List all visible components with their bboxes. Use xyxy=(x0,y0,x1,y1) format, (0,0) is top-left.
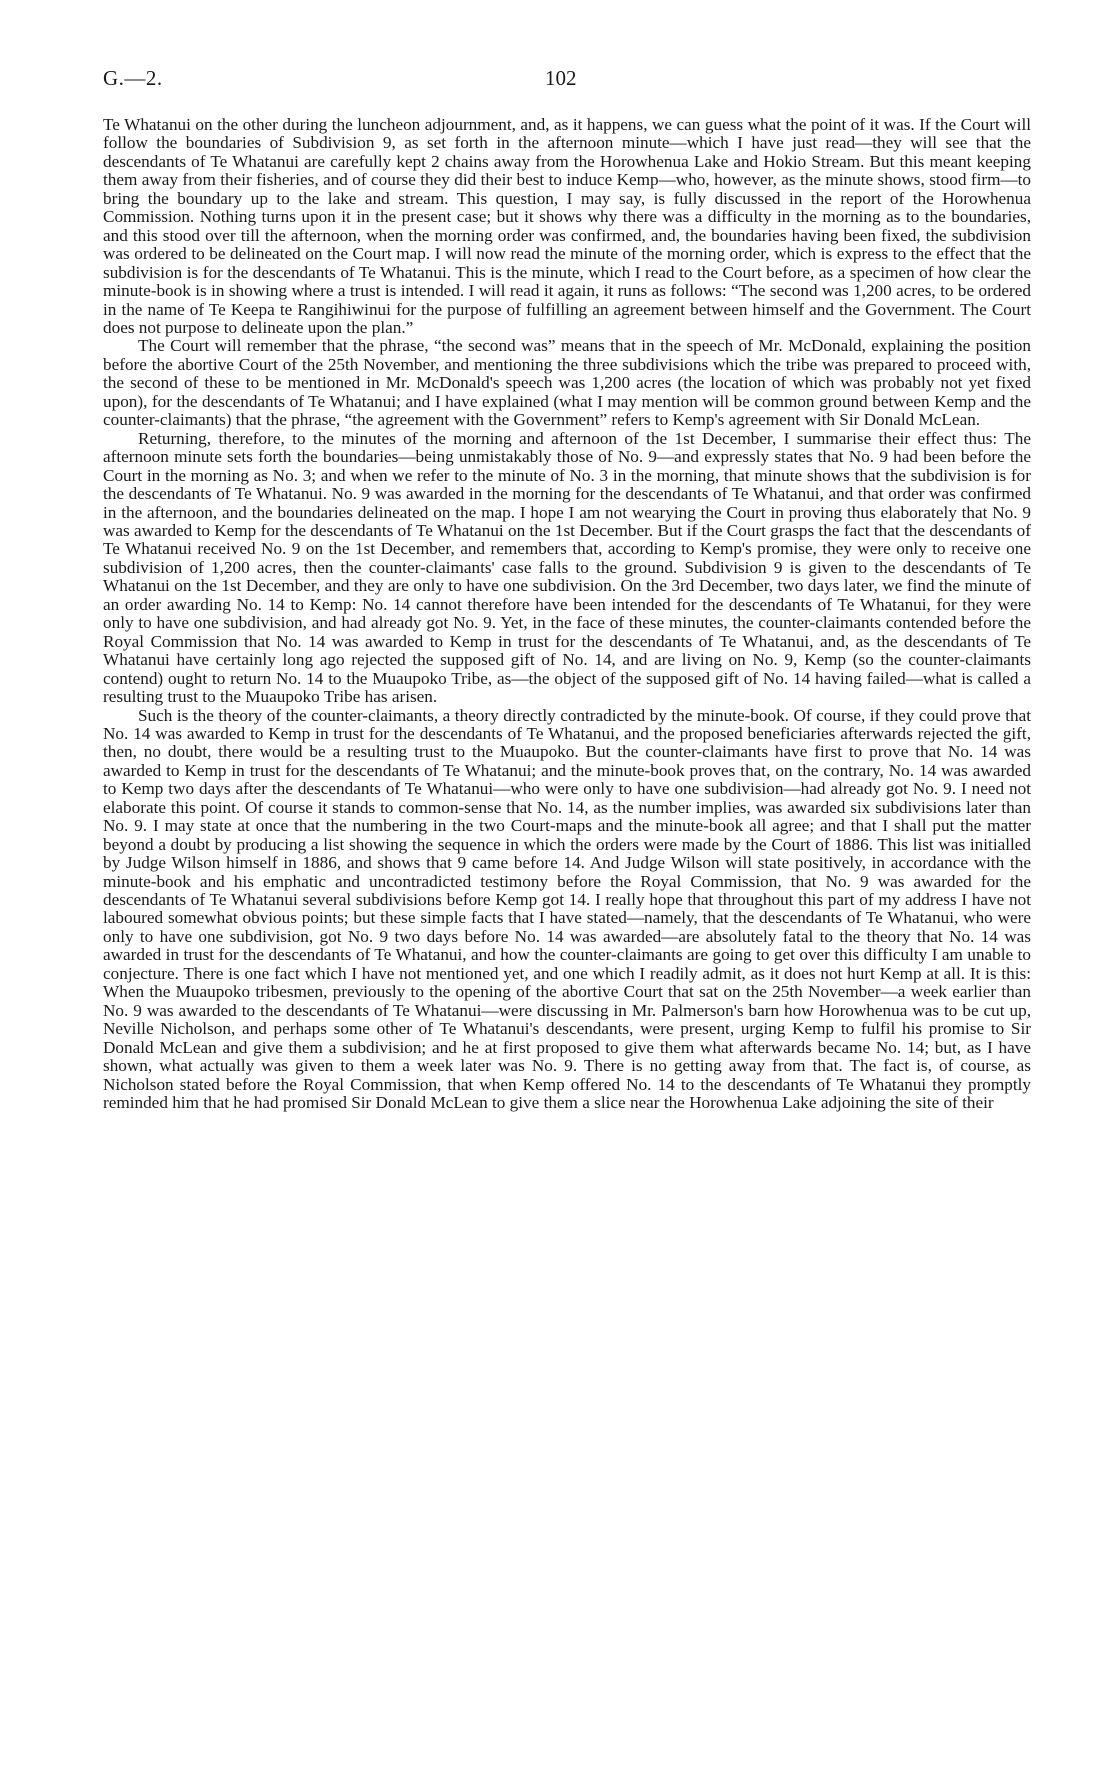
paragraph-continued: Te Whatanui on the other during the luncheon adjournment, and, as it happens, we can guess what the point of it was. If the Court will follow the boundaries of Subdivision 9, as set forth in the afternoon minute—which I have just read—they will see that the descendants of Te Whatanui are carefully kept 2 chains away from the Horowhenua Lake and Hokio Stream. But this meant keeping them away from their fisheries, and of course they did their best to induce Kemp—who, however, as the minute shows, stood firm—to bring the boundary up to the lake and stream. This question, I may say, is fully discussed in the report of the Horowhenua Commission. Nothing turns upon it in the present case; but it shows why there was a difficulty in the morning as to the boundaries, and this stood over till the afternoon, when the morning order was confirmed, and, the boundaries having been fixed, the subdivision was ordered to be delineated on the Court map. I will now read the minute of the morning order, which is express to the effect that the subdivision is for the descendants of Te Whatanui. This is the minute, which I read to the Court before, as a specimen of how clear the minute-book is in showing where a trust is intended. I will read it again, it runs as follows: “The second was 1,200 acres, to be ordered in the name of Te Keepa te Rangihiwinui for the purpose of fulfilling an agreement between himself and the Government. The Court does not purpose to delineate upon the plan.” xyxy=(103,115,1031,337)
paragraph: Returning, therefore, to the minutes of the morning and afternoon of the 1st December, I summarise their effect thus: The afternoon minute sets forth the boundaries—being unmistakably those of No. 9—and expressly states that No. 9 had been before the Court in the morning as No. 3; and when we refer to the minute of No. 3 in the morning, that minute shows that the subdivision is for the descendants of Te Whatanui. No. 9 was awarded in the morning for the descendants of Te Whatanui, and that order was confirmed in the afternoon, and the boundaries delineated on the map. I hope I am not wearying the Court in proving thus elaborately that No. 9 was awarded to Kemp for the descendants of Te Whatanui on the 1st December. But if the Court grasps the fact that the descendants of Te Whatanui received No. 9 on the 1st December, and remembers that, according to Kemp's promise, they were only to receive one subdivision of 1,200 acres, then the counter-claimants' case falls to the ground. Subdivision 9 is given to the descendants of Te Whatanui on the 1st December, and they are only to have one subdivision. On the 3rd December, two days later, we find the minute of an order awarding No. 14 to Kemp: No. 14 cannot therefore have been intended for the descendants of Te Whatanui, for they were only to have one subdivision, and had already got No. 9. Yet, in the face of these minutes, the counter-claimants contended before the Royal Commission that No. 14 was awarded to Kemp in trust for the descendants of Te Whatanui, and, as the descendants of Te Whatanui have certainly long ago rejected the supposed gift of No. 14, and are living on No. 9, Kemp (so the counter-claimants contend) ought to return No. 14 to the Muaupoko Tribe, as—the object of the supposed gift of No. 14 having failed—what is called a resulting trust to the Muaupoko Tribe has arisen. xyxy=(103,428,1031,707)
document-reference: G.—2. xyxy=(103,66,163,90)
paragraph: Such is the theory of the counter-claimants, a theory directly contradicted by the minute-book. Of course, if they could prove that No. 14 was awarded to Kemp in trust for the descendants of Te Whatanui, and the proposed beneficiaries afterwards rejected the gift, then, no doubt, there would be a resulting trust to the Muaupoko. But the counter-claimants have first to prove that No. 14 was awarded to Kemp in trust for the descendants of Te Whatanui; and the minute-book proves that, on the contrary, No. 14 was awarded to Kemp two days after the descendants of Te Whatanui—who were only to have one subdivision—had already got No. 9. I need not elaborate this point. Of course it stands to common-sense that No. 14, as the number implies, was awarded six subdivisions later than No. 9. I may state at once that the numbering in the two Court-maps and the minute-book all agree; and that I shall put the matter beyond a doubt by producing a list showing the sequence in which the orders were made by the Court of 1886. This list was initialled by Judge Wilson himself in 1886, and shows that 9 came before 14. And Judge Wilson will state positively, in accordance with the minute-book and his emphatic and uncontradicted testimony before the Royal Commission, that No. 9 was awarded for the descendants of Te Whatanui several subdivisions before Kemp got 14. I really hope that throughout this part of my address I have not laboured somewhat obvious points; but these simple facts that I have stated—namely, that the descendants of Te Whatanui, who were only to have one subdivision, got No. 9 two days before No. 14 was awarded—are absolutely fatal to the theory that No. 14 was awarded in trust for the descendants of Te Whatanui, and how the counter-claimants are going to get over this difficulty I am unable to conjecture. There is one fact which I have not mentioned yet, and one which I readily admit, as it does not hurt Kemp at all. It is this: When the Muaupoko tribesmen, previously to the opening of the abortive Court that sat on the 25th November—a week earlier than No. 9 was awarded to the descendants of Te Whatanui—were discussing in Mr. Palmerson's barn how Horowhenua was to be cut up, Neville Nicholson, and perhaps some other of Te Whatanui's descendants, were present, urging Kemp to fulfil his promise to Sir Donald McLean and give them a subdivision; and he at first proposed to give them what afterwards became No. 14; but, as I have shown, what actually was given to them a week later was No. 9. There is no getting away from that. The fact is, of course, as Nicholson stated before the Royal Commission, that when Kemp offered No. 14 to the descendants of Te Whatanui they promptly reminded him that he had promised Sir Donald McLean to give them a slice near the Horowhenua Lake adjoining the site of their xyxy=(103,705,1031,1113)
paragraph: The Court will remember that the phrase, “the second was” means that in the speech of Mr. McDonald, explaining the position before the abortive Court of the 25th November, and mentioning the three subdivisions which the tribe was prepared to proceed with, the second of these to be mentioned in Mr. McDonald's speech was 1,200 acres (the location of which was probably not yet fixed upon), for the descendants of Te Whatanui; and I have explained (what I may mention will be common ground between Kemp and the counter-claimants) that the phrase, “the agreement with the Government” refers to Kemp's agreement with Sir Donald McLean. xyxy=(103,336,1031,430)
body-text xyxy=(103,116,1031,1112)
page-number: 102 xyxy=(545,66,577,90)
